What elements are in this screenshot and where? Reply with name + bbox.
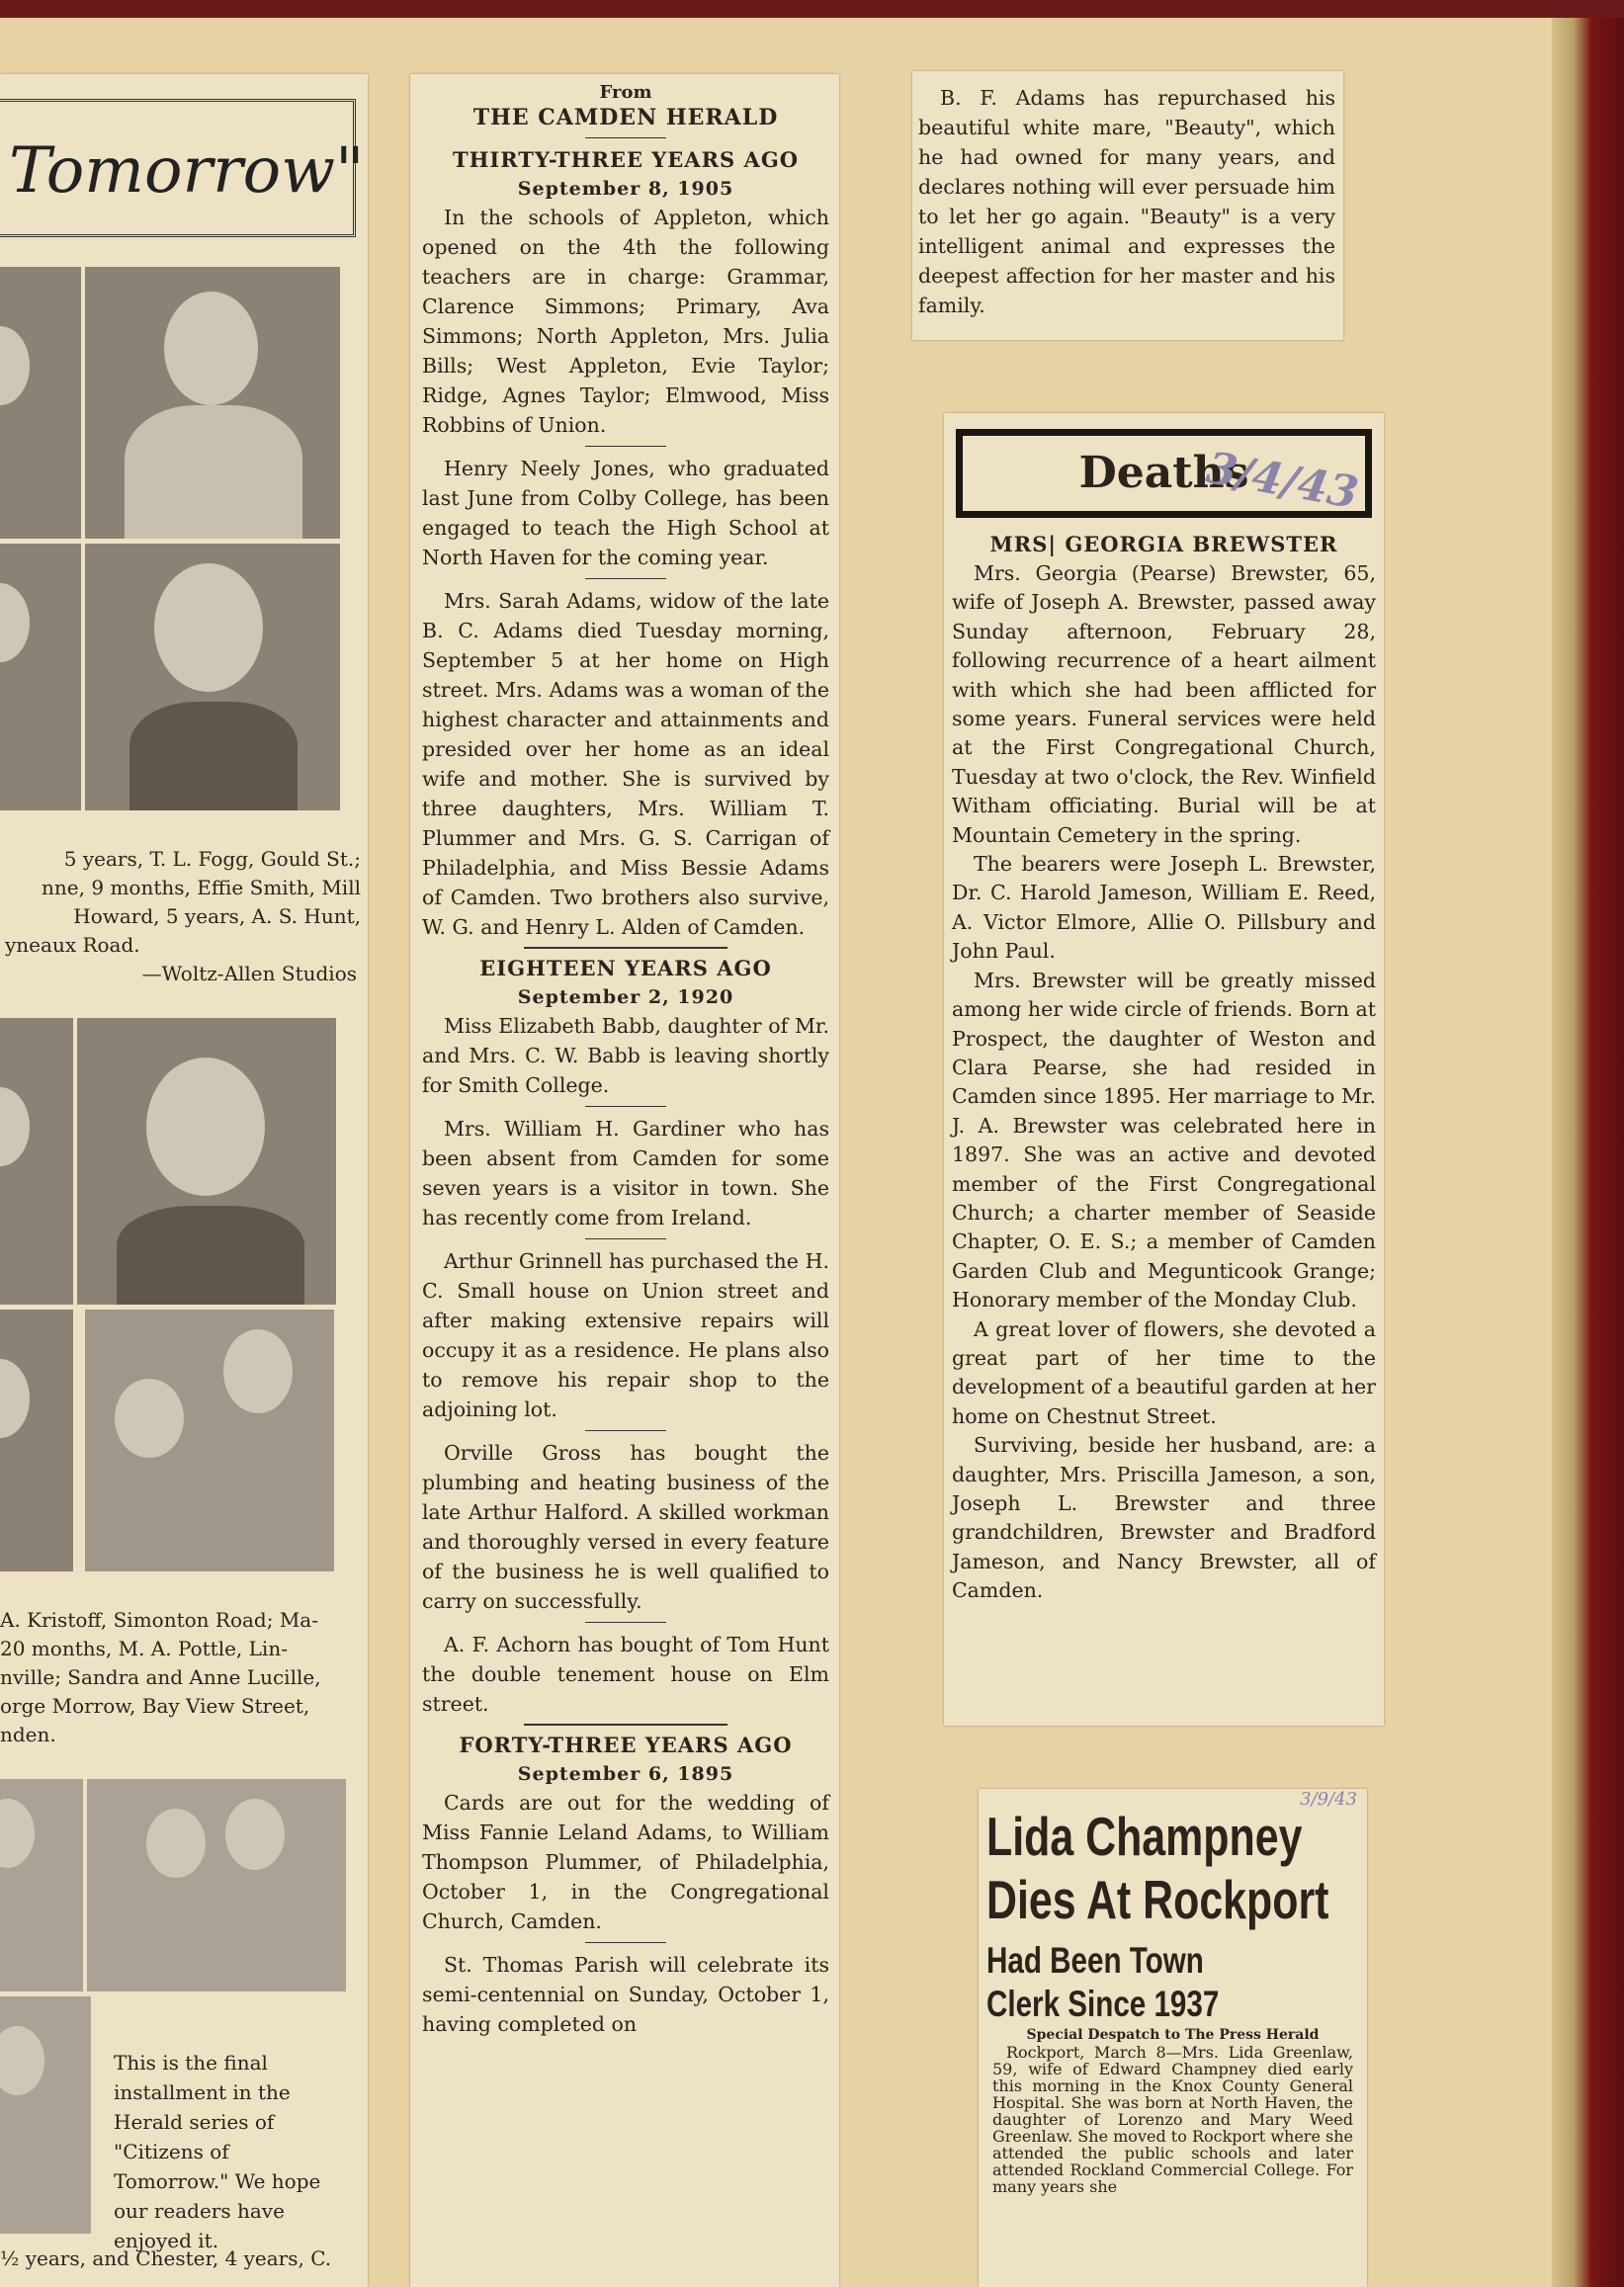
byline: Special Despatch to The Press Herald [1026, 2027, 1320, 2043]
caption-line: orge Morrow, Bay View Street, [0, 1694, 310, 1718]
news-item: Henry Neely Jones, who graduated last June from Colby College, has been engaged to teach the High School at North Haven for the coming year. [422, 457, 829, 569]
section-date: September 2, 1920 [517, 986, 734, 1008]
child-photo [87, 1779, 346, 1991]
beauty-mare-clipping [912, 71, 1343, 340]
caption-line: 5 years, T. L. Fogg, Gould St.; [63, 847, 361, 871]
news-item: Mrs. Sarah Adams, widow of the late B. C. Adams died Tuesday morning, September 5 at her home on High street. Mrs. Adams was a woman of the highest character and attainments and presided over her home as an ideal wife and mother. She is survived by three daughters, Mrs. William T. Plummer and Mrs. G. S. Carrigan of Philadelphia, and Miss Bessie Adams of Camden. Two brothers also survive, W. G. and Henry L. Alden of Camden. [422, 589, 829, 939]
section-date: September 6, 1895 [517, 1763, 734, 1785]
caption-line: nne, 9 months, Effie Smith, Mill [42, 876, 361, 899]
news-item: St. Thomas Parish will celebrate its semi-centennial on Sunday, October 1, having completed on [422, 1953, 829, 2036]
caption-line: nden. [0, 1723, 56, 1746]
child-photo [0, 267, 81, 539]
caption-line: 20 months, M. A. Pottle, Lin- [0, 1637, 288, 1660]
news-item: In the schools of Appleton, which opened on the 4th the following teachers are in charge: Grammar, Clarence Simmons; Primary, Ava Simmons; North Appleton, Mrs. Julia Bills; West Appleton, Evie Taylor; Ridge, Agnes Taylor; Elmwood, Miss Robbins of Union. [422, 206, 829, 437]
subhead-line-2: Clerk Since 1937 [986, 1984, 1220, 2024]
section-heading: EIGHTEEN YEARS AGO [479, 956, 772, 980]
citizens-of-tomorrow-clipping [0, 74, 368, 2287]
subhead-line-1: Had Been Town [986, 1940, 1204, 1981]
news-item: Cards are out for the wedding of Miss Fannie Leland Adams, to William Thompson Plummer, of Philadelphia, October 1, in the Congregational Church, Camden. [422, 1791, 829, 1933]
caption-line: yneaux Road. [5, 933, 140, 957]
handwritten-date: 3/4/43 [1203, 442, 1363, 520]
news-item: Orville Gross has bought the plumbing and heating business of the late Arthur Halford. A skilled workman and thoroughly versed in every feature of the business he is well qualified to carry on successfully. [422, 1441, 829, 1613]
divider [422, 1424, 829, 1438]
divider [422, 572, 829, 586]
article-body: Rockport, March 8—Mrs. Lida Greenlaw, 59, wife of Edward Champney died early this morning in the Knox County General Hospital. She was born at North Haven, the daughter of Lorenzo and Mary Weed Greenlaw. She moved to Rockport where she attended the public schools and later attended Rockland Commercial College. For many years she [992, 2043, 1353, 2196]
lida-champney-clipping [979, 1789, 1367, 2287]
tomorrow-banner: Tomorrow" [0, 99, 356, 237]
photo-credit: —Woltz-Allen Studios [141, 962, 357, 985]
news-item: Mrs. William H. Gardiner who has been absent from Camden for some seven years is a visitor in town. She has recently come from Ireland. [422, 1117, 829, 1229]
obituary-paragraph: Surviving, beside her husband, are: a daughter, Mrs. Priscilla Jameson, a son, Joseph L. Brewster and three grandchildren, Brewster and Bradford Jameson, and Nancy Brewster, all of Camden. [952, 1433, 1376, 1603]
obituary-paragraph: A great lover of flowers, she devoted a great part of her time to the development of a beautiful garden at her home on Chestnut Street. [952, 1316, 1376, 1428]
photo-caption-2 [0, 1606, 361, 1749]
headline-line-1: Lida Champney [986, 1806, 1303, 1867]
child-photo [0, 544, 81, 810]
news-item: A. F. Achorn has bought of Tom Hunt the double tenement house on Elm street. [422, 1633, 829, 1716]
from-label: From [599, 82, 652, 103]
caption-line: nville; Sandra and Anne Lucille, [0, 1665, 321, 1689]
news-item: Arthur Grinnell has purchased the H. C. Small house on Union street and after making extensive repairs will occupy it as a residence. He plans also to remove his repair shop to the adjoining lot. [422, 1249, 829, 1421]
divider [422, 942, 829, 954]
child-photo [85, 544, 340, 810]
divider [422, 1232, 829, 1246]
deaths-banner [956, 429, 1372, 518]
section-date: September 8, 1905 [517, 178, 734, 200]
child-photo [0, 1018, 73, 1305]
book-binding [1552, 18, 1624, 2287]
photo-caption-3: ½ years, and Chester, 4 years, C. [0, 2246, 332, 2270]
news-item: Miss Elizabeth Babb, daughter of Mr. and Mrs. C. W. Babb is leaving shortly for Smith College. [422, 1014, 829, 1097]
obituary-name: MRS| GEORGIA BREWSTER [989, 532, 1338, 556]
obituary-paragraph: Mrs. Georgia (Pearse) Brewster, 65, wife of Joseph A. Brewster, passed away Sunday afternoon, February 28, following recurrence of a heart ailment with which she had been afflicted for some years. Funeral services were held at the First Congregational Church, Tuesday at two o'clock, the Rev. Winfield Witham officiating. Burial will be at Mountain Cemetery in the spring. [952, 561, 1376, 847]
caption-line: A. Kristoff, Simonton Road; Ma- [0, 1608, 318, 1632]
camden-herald-clipping [410, 74, 839, 2287]
child-photo [0, 1996, 91, 2234]
obituary-paragraph: Mrs. Brewster will be greatly missed among her wide circle of friends. Born at Prospect, the daughter of Weston and Clara Pearse, she had resided in Camden since 1895. Her marriage to Mr. J. A. Brewster was celebrated here in 1897. She was an active and devoted member of the First Congregational Church; a charter member of Seaside Chapter, O. E. S.; a member of Camden Garden Club and Megunticook Grange; Honorary member of the Monday Club. [952, 968, 1376, 1313]
divider [422, 1719, 829, 1731]
child-photo [85, 267, 340, 539]
headline-line-2: Dies At Rockport [986, 1869, 1329, 1930]
divider [422, 440, 829, 454]
news-item: B. F. Adams has repurchased his beautiful white mare, "Beauty", which he had owned for many years, and declares nothing will ever persuade him to let her go again. "Beauty" is a very intelligent animal and expresses the deepest affection for her master and his family. [918, 86, 1335, 317]
pencil-date: 3/9/43 [1300, 1789, 1357, 1810]
deaths-title: Deaths [1078, 448, 1249, 498]
child-photo [0, 1779, 83, 1991]
section-heading: FORTY-THREE YEARS AGO [459, 1733, 793, 1757]
child-photo [85, 1310, 334, 1571]
divider [422, 1936, 829, 1950]
divider [422, 1616, 829, 1630]
deaths-clipping [944, 413, 1384, 1726]
divider [422, 131, 829, 145]
final-installment-note: This is the final installment in the Herald series of "Citizens of Tomorrow." We hope our readers have enjoyed it. [114, 2051, 321, 2252]
divider [422, 1100, 829, 1114]
photo-caption-1 [0, 845, 361, 988]
section-heading: THIRTY-THREE YEARS AGO [452, 147, 800, 172]
caption-line: Howard, 5 years, A. S. Hunt, [73, 904, 361, 928]
child-photo [77, 1018, 336, 1305]
paper-name: THE CAMDEN HERALD [472, 105, 779, 130]
child-photo [0, 1310, 73, 1571]
obituary-paragraph: The bearers were Joseph L. Brewster, Dr. C. Harold Jameson, William E. Reed, A. Victor Elmore, Allie O. Pillsbury and John Paul. [952, 852, 1376, 964]
